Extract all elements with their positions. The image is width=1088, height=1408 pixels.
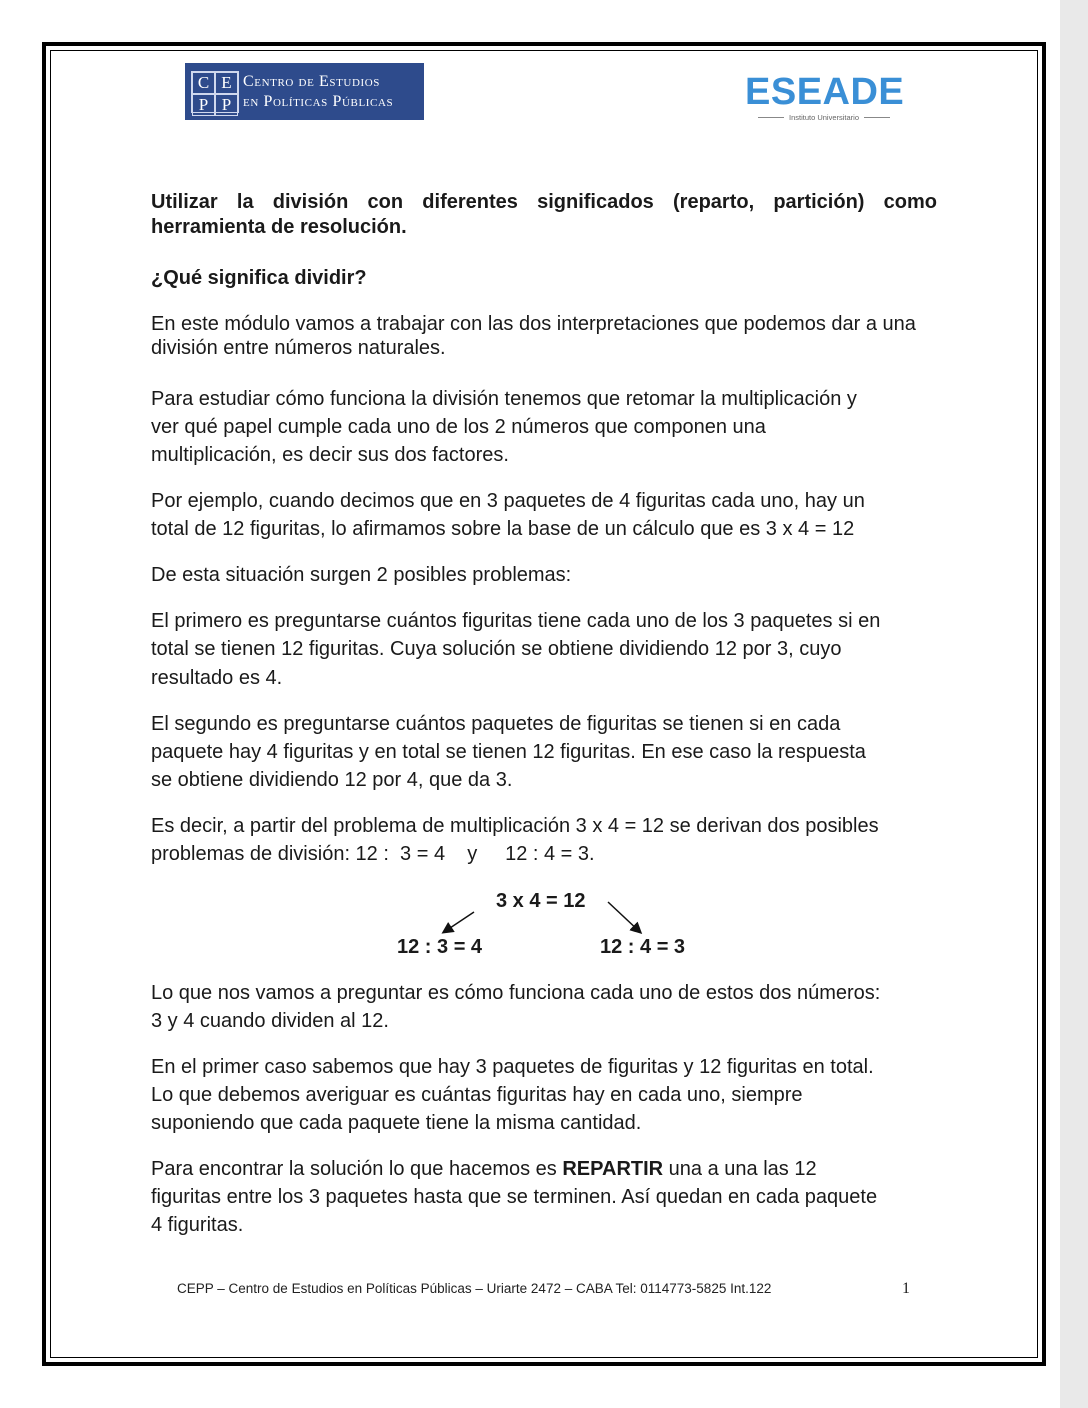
cepp-letter: P: [192, 94, 215, 116]
paragraph-line: resultado es 4.: [151, 667, 283, 689]
paragraph-line: multiplicación, es decir sus dos factores.: [151, 444, 509, 466]
cepp-logo: [185, 63, 424, 120]
emphasis-repartir: REPARTIR: [562, 1158, 664, 1180]
paragraph-line: Para estudiar cómo funciona la división tenemos que retomar la multiplicación y: [151, 388, 857, 410]
arrow-right-icon: [608, 902, 640, 932]
paragraph-line: figuritas entre los 3 paquetes hasta que se terminen. Así quedan en cada paquete: [151, 1186, 878, 1208]
paragraph-line: 3 y 4 cuando dividen al 12.: [151, 1010, 389, 1032]
diagram-division-left: 12 : 3 = 4: [397, 936, 483, 958]
cepp-letter: C: [192, 72, 215, 94]
paragraph-line: paquete hay 4 figuritas y en total se tienen 12 figuritas. En ese caso la respuesta: [151, 741, 866, 763]
paragraph-4: De esta situación surgen 2 posibles problemas:: [151, 564, 572, 586]
paragraph-line: Por ejemplo, cuando decimos que en 3 paquetes de 4 figuritas cada uno, hay un: [151, 490, 865, 512]
paragraph-line: suponiendo que cada paquete tiene la misma cantidad.: [151, 1112, 642, 1134]
cepp-logo-line2: en Políticas Públicas: [243, 93, 394, 110]
section-heading: ¿Qué significa dividir?: [151, 267, 367, 289]
cepp-letter: P: [215, 94, 238, 116]
diagram-division-right: 12 : 4 = 3: [600, 936, 686, 958]
document-title: Utilizar la división con diferentes significados (reparto, partición) como herramienta de resolución.: [151, 191, 937, 238]
paragraph-line: El segundo es preguntarse cuántos paquetes de figuritas se tienen si en cada: [151, 713, 841, 735]
tagline-rule-left: [758, 117, 784, 118]
paragraph-line: El primero es preguntarse cuántos figuritas tiene cada uno de los 3 paquetes si en: [151, 610, 881, 632]
paragraph-line: total de 12 figuritas, lo afirmamos sobre la base de un cálculo que es 3 x 4 = 12: [151, 518, 855, 540]
cepp-logo-monogram: [191, 71, 239, 113]
paragraph-line: total se tienen 12 figuritas. Cuya solución se obtiene dividiendo 12 por 3, cuyo: [151, 638, 842, 660]
paragraph-line: Lo que nos vamos a preguntar es cómo funciona cada uno de estos dos números:: [151, 982, 881, 1004]
text-run: una a una las 12: [663, 1158, 817, 1180]
diagram-multiplication: 3 x 4 = 12: [496, 890, 586, 912]
paragraph-line: ver qué papel cumple cada uno de los 2 números que componen una: [151, 416, 766, 438]
cepp-logo-line1: Centro de Estudios: [243, 73, 381, 90]
text-run: Para encontrar la solución lo que hacemos es: [151, 1158, 563, 1180]
paragraph-line: Es decir, a partir del problema de multiplicación 3 x 4 = 12 se derivan dos posibles: [151, 815, 879, 837]
paragraph-line: [151, 1158, 817, 1181]
eseade-logo: [745, 72, 903, 122]
eseade-tagline: Instituto Universitario: [788, 113, 860, 122]
paragraph-line: se obtiene dividiendo 12 por 4, que da 3.: [151, 769, 513, 791]
paragraph-line: Lo que debemos averiguar es cuántas figuritas hay en cada uno, siempre: [151, 1084, 803, 1106]
eseade-tagline-row: [745, 113, 903, 122]
tagline-rule-right: [864, 117, 890, 118]
eseade-wordmark: ESEADE: [745, 71, 905, 113]
page-footer: CEPP – Centro de Estudios en Políticas Públicas – Uriarte 2472 – CABA Tel: 0114773-5825 Int.122: [177, 1281, 772, 1296]
paragraph-line: 4 figuritas.: [151, 1214, 244, 1236]
paragraph-line: problemas de división: 12 : 3 = 4 y 12 : 4 = 3.: [151, 843, 595, 865]
paragraph-1: En este módulo vamos a trabajar con las dos interpretaciones que podemos dar a una división entre números naturales.: [151, 313, 916, 359]
page-number: 1: [902, 1280, 910, 1297]
arrow-left-icon: [444, 912, 474, 932]
diagram-arrows: [436, 898, 656, 940]
paragraph-line: En el primer caso sabemos que hay 3 paquetes de figuritas y 12 figuritas en total.: [151, 1056, 874, 1078]
cepp-logo-text: [243, 72, 393, 112]
document-body: [151, 190, 937, 360]
cepp-letter: E: [215, 72, 238, 94]
